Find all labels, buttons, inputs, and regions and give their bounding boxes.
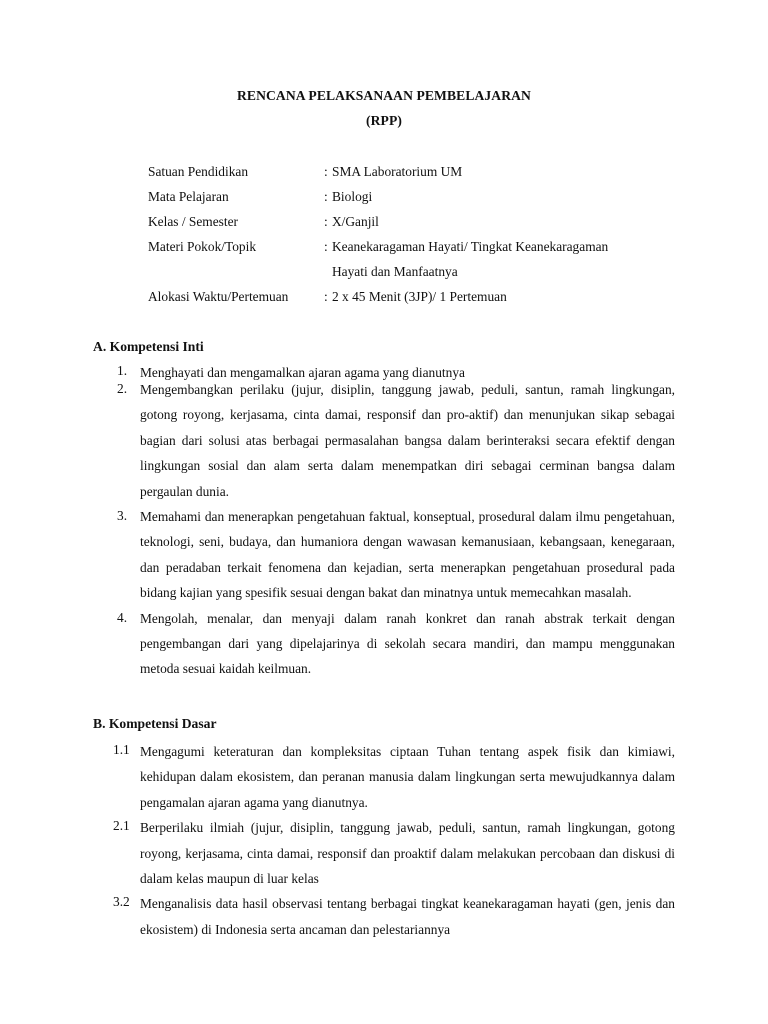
list-text: Menghayati dan mengamalkan ajaran agama yang dianutnya bbox=[140, 365, 465, 380]
list-number: 1.1 bbox=[113, 742, 130, 757]
identity-value: : Biologi bbox=[324, 189, 373, 204]
kompetensi-dasar-list bbox=[93, 739, 675, 942]
document-title: RENCANA PELAKSANAAN PEMBELAJARAN bbox=[237, 88, 531, 103]
identity-label: Satuan Pendidikan bbox=[148, 164, 249, 179]
list-number: 3.2 bbox=[113, 894, 130, 910]
list-number: 2. bbox=[117, 381, 128, 396]
identity-label: Alokasi Waktu/Pertemuan bbox=[148, 289, 289, 304]
identity-value-text: Biologi bbox=[332, 189, 373, 204]
kompetensi-inti-list bbox=[93, 363, 675, 682]
identity-value: : Keanekaragaman Hayati/ Tingkat Keanekaragaman bbox=[324, 239, 609, 254]
identity-value: : X/Ganjil bbox=[324, 214, 379, 229]
section-heading-kompetensi-inti: A. Kompetensi Inti bbox=[93, 339, 204, 354]
list-item bbox=[93, 739, 675, 815]
list-number: 4. bbox=[117, 609, 128, 625]
document-subtitle: (RPP) bbox=[366, 113, 402, 128]
list-text: Mengagumi keteraturan dan kompleksitas ciptaan Tuhan tentang aspek fisik dan kimiawi, kehidupan dalam ekosistem, dan peranan manusia dalam lingkungan serta mewujudkannya dalam pengamalan ajaran agama yang dianutnya. bbox=[140, 744, 675, 810]
identity-value-continued: Hayati dan Manfaatnya bbox=[332, 264, 458, 279]
list-item bbox=[93, 891, 675, 942]
list-number: 1. bbox=[117, 363, 128, 378]
identity-label: Materi Pokok/Topik bbox=[148, 239, 257, 254]
list-item bbox=[93, 606, 675, 682]
list-item bbox=[93, 504, 675, 606]
list-text: Mengolah, menalar, dan menyaji dalam ranah konkret dan ranah abstrak terkait dengan pengembangan dari yang dipelajarinya di sekolah secara mandiri, dan mampu menggunakan metoda sesuai kaidah keilmuan. bbox=[140, 610, 675, 677]
identity-label: Kelas / Semester bbox=[148, 214, 238, 229]
list-item bbox=[93, 377, 675, 504]
list-text: Memahami dan menerapkan pengetahuan faktual, konseptual, prosedural dalam ilmu pengetahuan, teknologi, seni, budaya, dan humaniora dengan wawasan kemanusiaan, kebangsaan, kenegaraan, dan peradaban terkait fenomena dan kejadian, serta menerapkan pengetahuan prosedural pada bidang kajian yang spesifik sesuai dengan bakat dan minatnya untuk memecahkan masalah. bbox=[140, 509, 675, 601]
identity-value: : 2 x 45 Menit (3JP)/ 1 Pertemuan bbox=[324, 289, 507, 304]
section-heading-kompetensi-dasar: B. Kompetensi Dasar bbox=[93, 716, 217, 731]
identity-value-text: 2 x 45 Menit (3JP)/ 1 Pertemuan bbox=[332, 289, 507, 304]
list-text: Mengembangkan perilaku (jujur, disiplin, tanggung jawab, peduli, santun, ramah lingkungan, gotong royong, kerjasama, cinta damai, responsif dan pro-aktif) dan menunjukan sikap sebagai bagian dari solusi atas berbagai permasalahan bangsa dalam berinteraksi secara efektif dengan lingkungan sosial dan alam serta dalam menempatkan diri sebagai cerminan bangsa dalam pergaulan dunia. bbox=[140, 382, 675, 499]
identity-value: : SMA Laboratorium UM bbox=[324, 164, 463, 179]
identity-value-text: Keanekaragaman Hayati/ Tingkat Keanekaragaman bbox=[332, 239, 609, 254]
list-text: Berperilaku ilmiah (jujur, disiplin, tanggung jawab, peduli, santun, ramah lingkungan, gotong royong, kerjasama, cinta damai, responsif dan proaktif dalam melakukan percobaan dan diskusi di dalam kelas maupun di luar kelas bbox=[140, 820, 675, 887]
list-number: 2.1 bbox=[113, 818, 130, 834]
identity-value-text: SMA Laboratorium UM bbox=[332, 164, 463, 179]
list-text: Menganalisis data hasil observasi tentang berbagai tingkat keanekaragaman hayati (gen, jenis dan ekosistem) di Indonesia serta ancaman dan pelestariannya bbox=[140, 896, 675, 937]
list-item bbox=[93, 815, 675, 891]
list-number: 3. bbox=[117, 508, 128, 524]
identity-value-text: X/Ganjil bbox=[332, 214, 379, 229]
identity-label: Mata Pelajaran bbox=[148, 189, 229, 204]
